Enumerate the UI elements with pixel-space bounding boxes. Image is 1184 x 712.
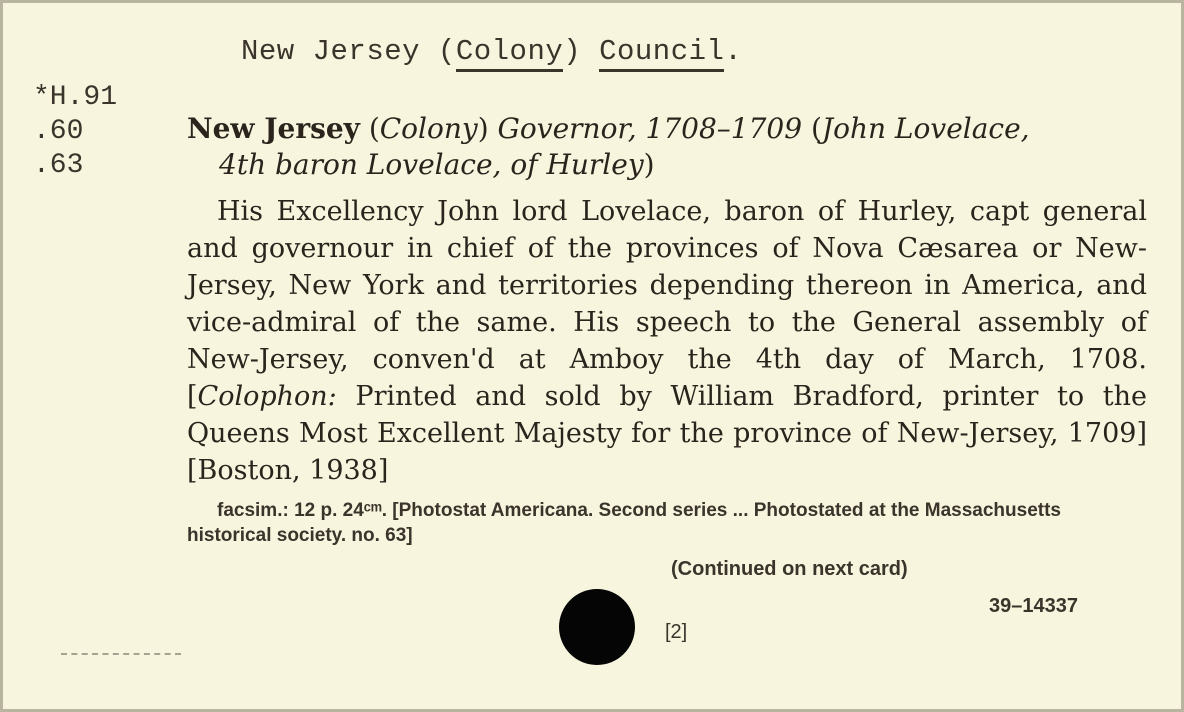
call-number xyxy=(33,81,117,183)
entry-name-open: ( xyxy=(802,112,822,145)
entry-colony: Colony xyxy=(379,112,478,145)
entry-main-heading: New Jersey xyxy=(187,112,360,145)
entry-paren-open: ( xyxy=(359,112,380,145)
collation-text: facsim.: 12 p. 24ᶜᵐ. [Photostat Americana. Second series ... Photostated at the Massachusetts historical society. no. 63] xyxy=(187,500,1061,546)
title-description xyxy=(187,193,1147,489)
card-sequence: [2] xyxy=(665,621,688,643)
heading-period: . xyxy=(724,35,743,68)
body-text-colophon: Printed and sold by William Bradford, printer to the Queens Most Excellent Majesty for the province of New-Jersey, 1709] [Boston, 1938] xyxy=(187,381,1147,486)
heading-text-1: New Jersey ( xyxy=(241,35,456,68)
entry-paren-close: ) xyxy=(477,112,498,145)
heading-colony-underlined: Colony xyxy=(456,35,563,72)
call-number-line-2: .60 xyxy=(33,116,84,147)
subject-heading xyxy=(241,35,742,68)
entry-governor: Governor, 1708–1709 xyxy=(497,112,803,145)
call-number-line-1: *H.91 xyxy=(33,82,118,113)
entry-name-close: ) xyxy=(643,148,655,181)
call-number-line-3: .63 xyxy=(33,150,84,181)
punch-hole xyxy=(559,589,635,665)
heading-council-underlined: Council xyxy=(599,35,724,72)
entry-name-line-1: John Lovelace, xyxy=(821,112,1030,145)
continued-note: (Continued on next card) xyxy=(671,558,908,580)
entry-heading xyxy=(187,111,1147,183)
heading-text-2: ) xyxy=(563,35,600,68)
pencil-mark xyxy=(61,653,181,657)
colophon-label: Colophon: xyxy=(197,381,337,412)
collation-note xyxy=(187,498,1147,548)
body-text-main: His Excellency John lord Lovelace, baron of Hurley, capt general and governour in chief of the provinces of Nova Cæsarea or New-Jersey, New York and territories depending thereon in America, and vice-admiral of the same. His speech to the General assembly of New-Jersey, conven'd at Amboy the 4th day of March, 1708. [ xyxy=(187,196,1147,412)
entry-name-line-2: 4th baron Lovelace, of Hurley xyxy=(219,148,644,181)
card-number: 39–14337 xyxy=(989,595,1078,617)
